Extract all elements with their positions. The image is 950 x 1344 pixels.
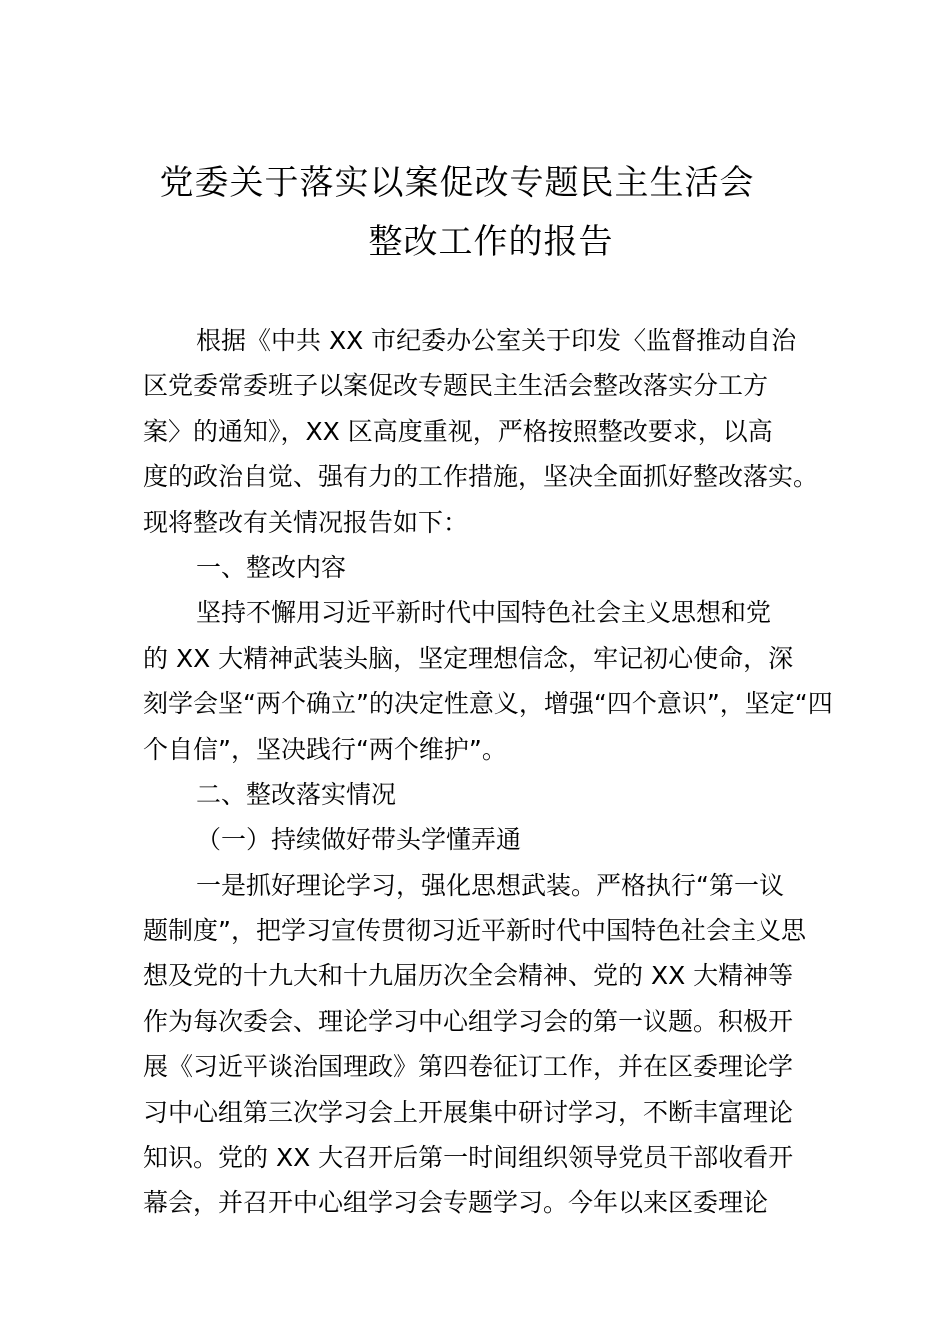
section-heading: 一、整改内容 <box>196 552 347 582</box>
paragraph-line: 案〉的通知》，XX 区高度重视，严格按照整改要求，以高 <box>143 416 773 446</box>
paragraph-line: 现将整改有关情况报告如下： <box>143 507 469 537</box>
document-title-line-1: 党委关于落实以案促改专题民主生活会 <box>159 163 755 203</box>
paragraph-line: 的 XX 大精神武装头脑，坚定理想信念，牢记初心使命，深 <box>143 643 794 673</box>
paragraph-line: 坚持不懈用习近平新时代中国特色社会主义思想和党 <box>196 598 772 628</box>
paragraph-line: 想及党的十九大和十九届历次全会精神、党的 XX 大精神等 <box>143 961 794 991</box>
section-heading: 二、整改落实情况 <box>196 779 397 809</box>
document-body <box>143 318 833 1226</box>
paragraph-line: 个自信”，坚决践行“两个维护”。 <box>143 734 507 764</box>
paragraph-line: 根据《中共 XX 市纪委办公室关于印发〈监督推动自治 <box>196 326 797 355</box>
paragraph-line: 区党委常委班子以案促改专题民主生活会整改落实分工方 <box>143 371 769 401</box>
paragraph-line: 一是抓好理论学习，强化思想武装。严格执行“第一议 <box>196 870 784 900</box>
paragraph-line: 题制度”，把学习宣传贯彻习近平新时代中国特色社会主义思 <box>143 916 806 946</box>
paragraph-line: 习中心组第三次学习会上开展集中研讨学习，不断丰富理论 <box>143 1097 794 1127</box>
paragraph-line: 知识。党的 XX 大召开后第一时间组织领导党员干部收看开 <box>143 1143 794 1173</box>
paragraph-line: 作为每次委会、理论学习中心组学习会的第一议题。积极开 <box>143 1006 794 1036</box>
document-title-line-2: 整改工作的报告 <box>368 222 614 262</box>
paragraph-line: 度的政治自觉、强有力的工作措施，坚决全面抓好整改落实。 <box>143 462 819 492</box>
subsection-heading: （一）持续做好带头学懂弄通 <box>196 825 522 855</box>
paragraph-line: 幕会，并召开中心组学习会专题学习。今年以来区委理论 <box>143 1188 769 1218</box>
paragraph-line: 刻学会坚“两个确立”的决定性意义，增强“四个意识”，坚定“四 <box>143 689 833 719</box>
paragraph-line: 展《习近平谈治国理政》第四卷征订工作，并在区委理论学 <box>143 1052 794 1082</box>
